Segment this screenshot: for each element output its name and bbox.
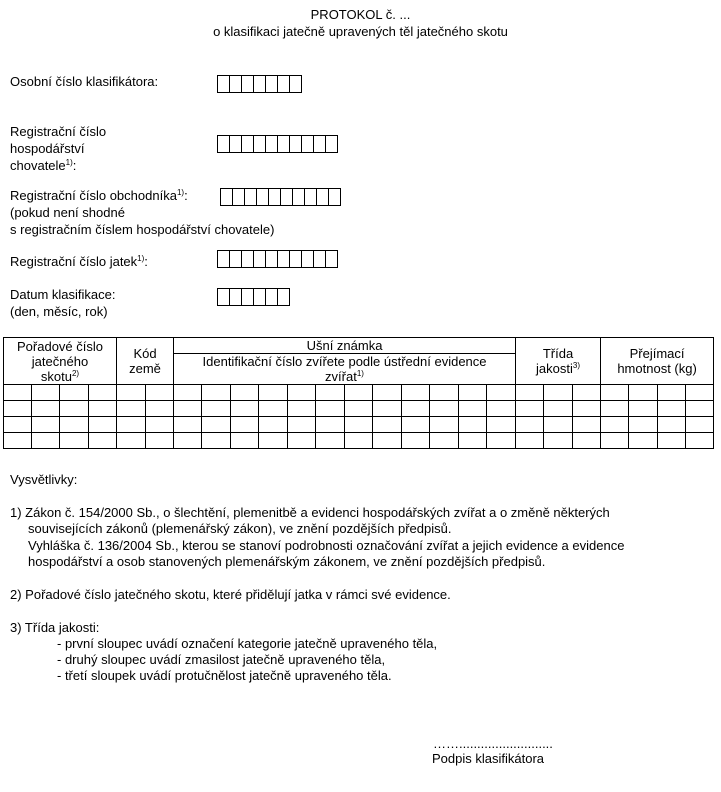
- table-cell[interactable]: [231, 433, 259, 449]
- signature-label: Podpis klasifikátora: [432, 751, 544, 766]
- table-cell[interactable]: [117, 385, 146, 401]
- table-cell[interactable]: [231, 417, 259, 433]
- table-cell[interactable]: [146, 433, 174, 449]
- table-cell[interactable]: [4, 417, 32, 433]
- table-cell[interactable]: [487, 401, 516, 417]
- table-cell[interactable]: [202, 401, 231, 417]
- digit-box[interactable]: [278, 251, 290, 267]
- table-cell[interactable]: [288, 417, 316, 433]
- table-cell[interactable]: [89, 401, 117, 417]
- table-cell[interactable]: [146, 401, 174, 417]
- digit-box[interactable]: [278, 289, 290, 305]
- table-cell[interactable]: [259, 433, 288, 449]
- table-cell[interactable]: [146, 417, 174, 433]
- digit-box[interactable]: [254, 251, 266, 267]
- classification-table: [3, 337, 714, 449]
- table-cell[interactable]: [402, 385, 430, 401]
- table-cell[interactable]: [231, 401, 259, 417]
- table-cell[interactable]: [117, 433, 146, 449]
- table-cell[interactable]: [487, 433, 516, 449]
- digit-box[interactable]: [317, 189, 329, 205]
- label-datum: Datum klasifikace: (den, měsíc, rok): [10, 287, 116, 319]
- note-1-line-3: Vyhláška č. 136/2004 Sb., kterou se stanoví podrobnosti označování zvířat a jejich evidence a evidence: [28, 538, 625, 553]
- digit-box[interactable]: [326, 251, 338, 267]
- table-cell[interactable]: [146, 385, 174, 401]
- table-cell[interactable]: [373, 385, 402, 401]
- table-cell[interactable]: [174, 417, 202, 433]
- table-cell[interactable]: [202, 385, 231, 401]
- table-cell[interactable]: [117, 417, 146, 433]
- digit-box[interactable]: [242, 289, 254, 305]
- table-cell[interactable]: [345, 417, 373, 433]
- table-cell[interactable]: [259, 417, 288, 433]
- table-cell[interactable]: [373, 417, 402, 433]
- page-title: PROTOKOL č. ...: [310, 7, 411, 22]
- table-cell[interactable]: [430, 433, 459, 449]
- header-poradove-cislo: Pořadové číslo jatečného skotu$^{2)}$: [4, 338, 117, 385]
- note-3: 3) Třída jakosti:: [10, 620, 100, 635]
- table-cell[interactable]: [316, 401, 345, 417]
- table-cell[interactable]: [686, 401, 714, 417]
- label-reg-chovatele: Registrační číslo hospodářství chovatele$^{1)}$:: [10, 124, 107, 173]
- table-cell[interactable]: [487, 417, 516, 433]
- reg-obchodnika-boxes[interactable]: [220, 188, 341, 206]
- table-cell[interactable]: [544, 417, 573, 433]
- digit-box[interactable]: [266, 136, 278, 152]
- table-cell[interactable]: [544, 385, 573, 401]
- table-cell[interactable]: [601, 385, 629, 401]
- table-cell[interactable]: [459, 401, 487, 417]
- explanations-heading: Vysvětlivky:: [10, 472, 78, 487]
- table-cell[interactable]: [402, 433, 430, 449]
- table-cell[interactable]: [629, 433, 658, 449]
- table-cell[interactable]: [4, 385, 32, 401]
- table-cell[interactable]: [32, 417, 60, 433]
- digit-box[interactable]: [290, 136, 302, 152]
- table-cell[interactable]: [259, 385, 288, 401]
- digit-box[interactable]: [221, 189, 233, 205]
- digit-box[interactable]: [230, 76, 242, 92]
- note-3-item-2: - druhý sloupec uvádí zmasilost jatečně upraveného těla,: [57, 652, 386, 667]
- digit-box[interactable]: [266, 289, 278, 305]
- table-cell[interactable]: [686, 417, 714, 433]
- table-cell[interactable]: [658, 417, 686, 433]
- table-cell[interactable]: [487, 385, 516, 401]
- digit-box[interactable]: [245, 189, 257, 205]
- digit-box[interactable]: [254, 289, 266, 305]
- digit-box[interactable]: [314, 136, 326, 152]
- digit-box[interactable]: [242, 76, 254, 92]
- table-cell[interactable]: [544, 433, 573, 449]
- note-2: 2) Pořadové číslo jatečného skotu, které přidělují jatka v rámci své evidence.: [10, 587, 451, 602]
- table-cell[interactable]: [629, 385, 658, 401]
- digit-box[interactable]: [290, 76, 302, 92]
- table-cell[interactable]: [402, 401, 430, 417]
- digit-box[interactable]: [278, 136, 290, 152]
- signature-line: ……..........................: [433, 736, 553, 751]
- table-cell[interactable]: [658, 401, 686, 417]
- table-cell[interactable]: [573, 401, 601, 417]
- table-cell[interactable]: [174, 401, 202, 417]
- label-osobni-cislo: Osobní číslo klasifikátora:: [10, 74, 159, 89]
- header-kod-zeme: Kód země: [117, 338, 174, 385]
- digit-box[interactable]: [257, 189, 269, 205]
- header-usni-znamka: Ušní známka: [174, 338, 516, 354]
- reg-jatek-boxes[interactable]: [217, 250, 338, 268]
- digit-box[interactable]: [233, 189, 245, 205]
- osobni-cislo-boxes[interactable]: [217, 75, 302, 93]
- digit-box[interactable]: [230, 289, 242, 305]
- digit-box[interactable]: [314, 251, 326, 267]
- table-row[interactable]: [4, 417, 714, 433]
- table-cell[interactable]: [32, 401, 60, 417]
- digit-box[interactable]: [242, 136, 254, 152]
- table-cell[interactable]: [373, 401, 402, 417]
- digit-box[interactable]: [293, 189, 305, 205]
- table-cell[interactable]: [288, 433, 316, 449]
- table-cell[interactable]: [89, 433, 117, 449]
- table-cell[interactable]: [32, 385, 60, 401]
- header-trida-jakosti: Třída jakosti$^{3)}$: [516, 338, 601, 385]
- table-cell[interactable]: [516, 401, 544, 417]
- table-cell[interactable]: [516, 385, 544, 401]
- table-cell[interactable]: [288, 385, 316, 401]
- table-row[interactable]: [4, 401, 714, 417]
- digit-box[interactable]: [281, 189, 293, 205]
- digit-box[interactable]: [326, 136, 338, 152]
- digit-box[interactable]: [266, 251, 278, 267]
- digit-box[interactable]: [230, 136, 242, 152]
- table-cell[interactable]: [202, 433, 231, 449]
- digit-box[interactable]: [302, 136, 314, 152]
- table-cell[interactable]: [573, 385, 601, 401]
- table-cell[interactable]: [544, 401, 573, 417]
- table-cell[interactable]: [316, 417, 345, 433]
- table-cell[interactable]: [60, 433, 89, 449]
- table-cell[interactable]: [573, 417, 601, 433]
- datum-boxes[interactable]: [217, 288, 290, 306]
- digit-box[interactable]: [218, 76, 230, 92]
- digit-box[interactable]: [242, 251, 254, 267]
- table-cell[interactable]: [4, 433, 32, 449]
- note-3-item-1: - první sloupec uvádí označení kategorie jatečně upraveného těla,: [57, 636, 438, 651]
- table-cell[interactable]: [430, 385, 459, 401]
- table-cell[interactable]: [516, 417, 544, 433]
- table-cell[interactable]: [430, 417, 459, 433]
- table-cell[interactable]: [601, 401, 629, 417]
- table-cell[interactable]: [60, 385, 89, 401]
- digit-box[interactable]: [230, 251, 242, 267]
- note-1-line-4: hospodářství a osob stanovených plemenářským zákonem, ve znění pozdějších předpisů.: [28, 554, 546, 569]
- table-cell[interactable]: [345, 433, 373, 449]
- label-reg-jatek: Registrační číslo jatek$^{1)}$:: [10, 254, 148, 269]
- table-cell[interactable]: [89, 385, 117, 401]
- table-cell[interactable]: [686, 385, 714, 401]
- table-cell[interactable]: [345, 385, 373, 401]
- note-3-item-3: - třetí sloupek uvádí protučnělost jatečně upraveného těla.: [57, 668, 392, 683]
- table-cell[interactable]: [601, 417, 629, 433]
- table-cell[interactable]: [174, 433, 202, 449]
- table-cell[interactable]: [89, 417, 117, 433]
- digit-box[interactable]: [269, 189, 281, 205]
- table-cell[interactable]: [430, 401, 459, 417]
- digit-box[interactable]: [305, 189, 317, 205]
- table-cell[interactable]: [259, 401, 288, 417]
- table-cell[interactable]: [658, 433, 686, 449]
- table-cell[interactable]: [459, 417, 487, 433]
- label-reg-obchodnika: Registrační číslo obchodníka$^{1)}$: (pokud není shodné s registračním číslem hospodářství chovatele): [10, 188, 275, 237]
- reg-chovatele-boxes[interactable]: [217, 135, 338, 153]
- table-cell[interactable]: [32, 433, 60, 449]
- table-cell[interactable]: [629, 417, 658, 433]
- digit-box[interactable]: [329, 189, 341, 205]
- header-prejimaci-hmotnost: Přejímací hmotnost (kg): [601, 338, 714, 385]
- table-cell[interactable]: [316, 385, 345, 401]
- table-cell[interactable]: [601, 433, 629, 449]
- table-row[interactable]: [4, 433, 714, 449]
- digit-box[interactable]: [302, 251, 314, 267]
- table-cell[interactable]: [117, 401, 146, 417]
- table-cell[interactable]: [516, 433, 544, 449]
- digit-box[interactable]: [278, 76, 290, 92]
- table-cell[interactable]: [686, 433, 714, 449]
- table-cell[interactable]: [202, 417, 231, 433]
- table-cell[interactable]: [174, 385, 202, 401]
- table-cell[interactable]: [658, 385, 686, 401]
- digit-box[interactable]: [218, 251, 230, 267]
- digit-box[interactable]: [290, 251, 302, 267]
- table-cell[interactable]: [629, 401, 658, 417]
- table-row[interactable]: [4, 385, 714, 401]
- table-cell[interactable]: [459, 385, 487, 401]
- table-cell[interactable]: [402, 417, 430, 433]
- header-identifikacni-cislo: Identifikační číslo zvířete podle ústřední evidence zvířat$^{1)}$: [174, 354, 516, 385]
- table-cell[interactable]: [4, 401, 32, 417]
- table-cell[interactable]: [288, 401, 316, 417]
- table-cell[interactable]: [373, 433, 402, 449]
- table-cell[interactable]: [573, 433, 601, 449]
- table-cell[interactable]: [60, 401, 89, 417]
- digit-box[interactable]: [254, 136, 266, 152]
- table-cell[interactable]: [231, 385, 259, 401]
- table-cell[interactable]: [345, 401, 373, 417]
- table-cell[interactable]: [60, 417, 89, 433]
- digit-box[interactable]: [218, 289, 230, 305]
- page-subtitle: o klasifikaci jatečně upravených těl jatečného skotu: [213, 24, 508, 39]
- digit-box[interactable]: [266, 76, 278, 92]
- digit-box[interactable]: [218, 136, 230, 152]
- note-1-line-1: 1) Zákon č. 154/2000 Sb., o šlechtění, plemenitbě a evidenci hospodářských zvířat a o změně některých: [10, 505, 610, 520]
- table-cell[interactable]: [316, 433, 345, 449]
- table-cell[interactable]: [459, 433, 487, 449]
- digit-box[interactable]: [254, 76, 266, 92]
- note-1-line-2: souvisejících zákonů (plemenářský zákon), ve znění pozdějších předpisů.: [28, 521, 452, 536]
